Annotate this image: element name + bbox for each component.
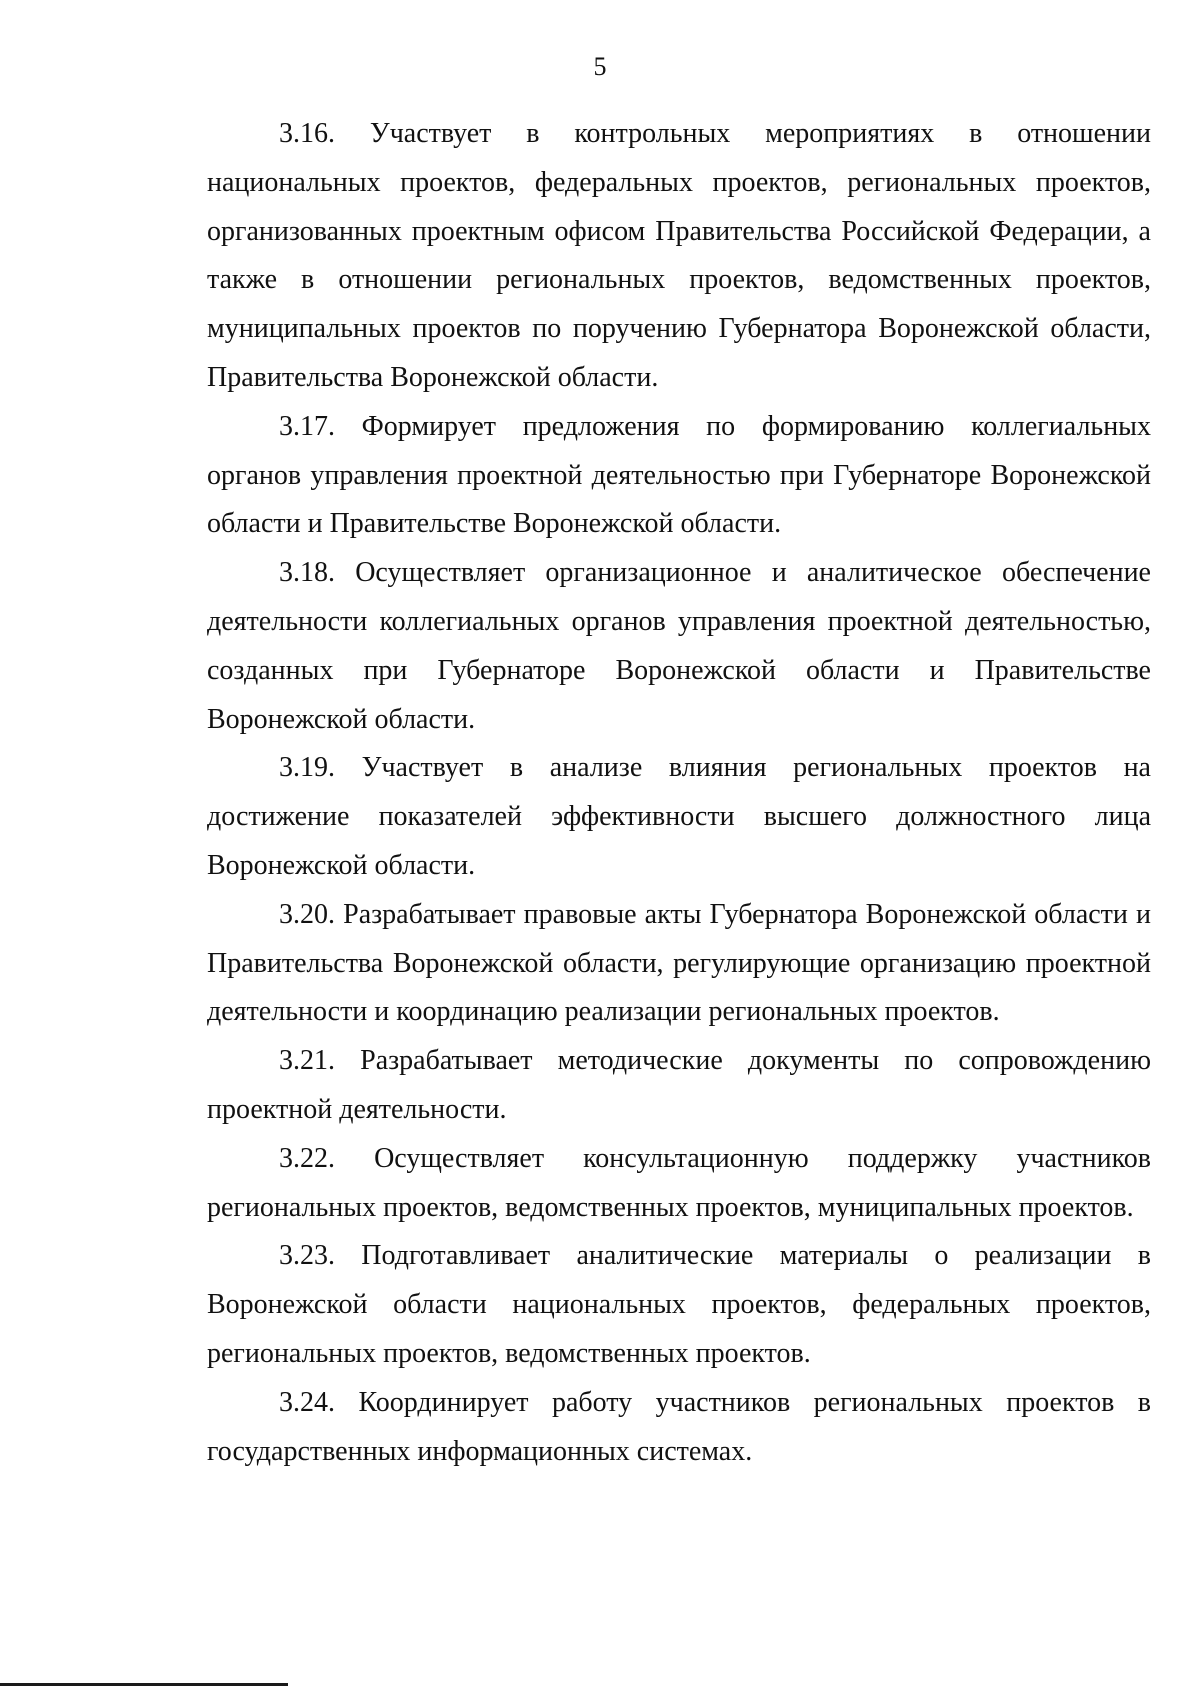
- document-body: [207, 110, 1151, 1476]
- paragraph-3-19: 3.19. Участвует в анализе влияния региональных проектов на достижение показателей эффективности высшего должностного лица Воронежской области.: [207, 752, 1151, 881]
- paragraph-3-23: 3.23. Подготавливает аналитические материалы о реализации в Воронежской области национальных проектов, федеральных проектов, региональных проектов, ведомственных проектов.: [207, 1240, 1151, 1369]
- paragraph-3-17: 3.17. Формирует предложения по формированию коллегиальных органов управления проектной деятельностью при Губернаторе Воронежской области и Правительстве Воронежской области.: [207, 410, 1151, 540]
- paragraph-3-21: 3.21. Разрабатывает методические документы по сопровождению проектной деятельности.: [207, 1045, 1151, 1125]
- paragraph-3-18: 3.18. Осуществляет организационное и аналитическое обеспечение деятельности коллегиальных органов управления проектной деятельностью, созданных при Губернаторе Воронежской области и Правительстве Воронежской области.: [207, 557, 1151, 735]
- paragraph-3-16: 3.16. Участвует в контрольных мероприятиях в отношении национальных проектов, федеральных проектов, региональных проектов, организованных проектным офисом Правительства Российской Федерации, а также в отношении региональных проектов, ведомственных проектов, муниципальных проектов по поручению Губернатора Воронежской области, Правительства Воронежской области.: [207, 118, 1151, 393]
- scan-edge-line: [0, 1683, 288, 1686]
- paragraph-3-22: 3.22. Осуществляет консультационную поддержку участников региональных проектов, ведомственных проектов, муниципальных проектов.: [207, 1142, 1151, 1223]
- page-number: 5: [593, 52, 607, 81]
- paragraph-3-20: 3.20. Разрабатывает правовые акты Губернатора Воронежской области и Правительства Воронежской области, регулирующие организацию проектной деятельности и координацию реализации региональных проектов.: [207, 898, 1151, 1028]
- paragraph-3-24: 3.24. Координирует работу участников региональных проектов в государственных информационных системах.: [207, 1386, 1151, 1467]
